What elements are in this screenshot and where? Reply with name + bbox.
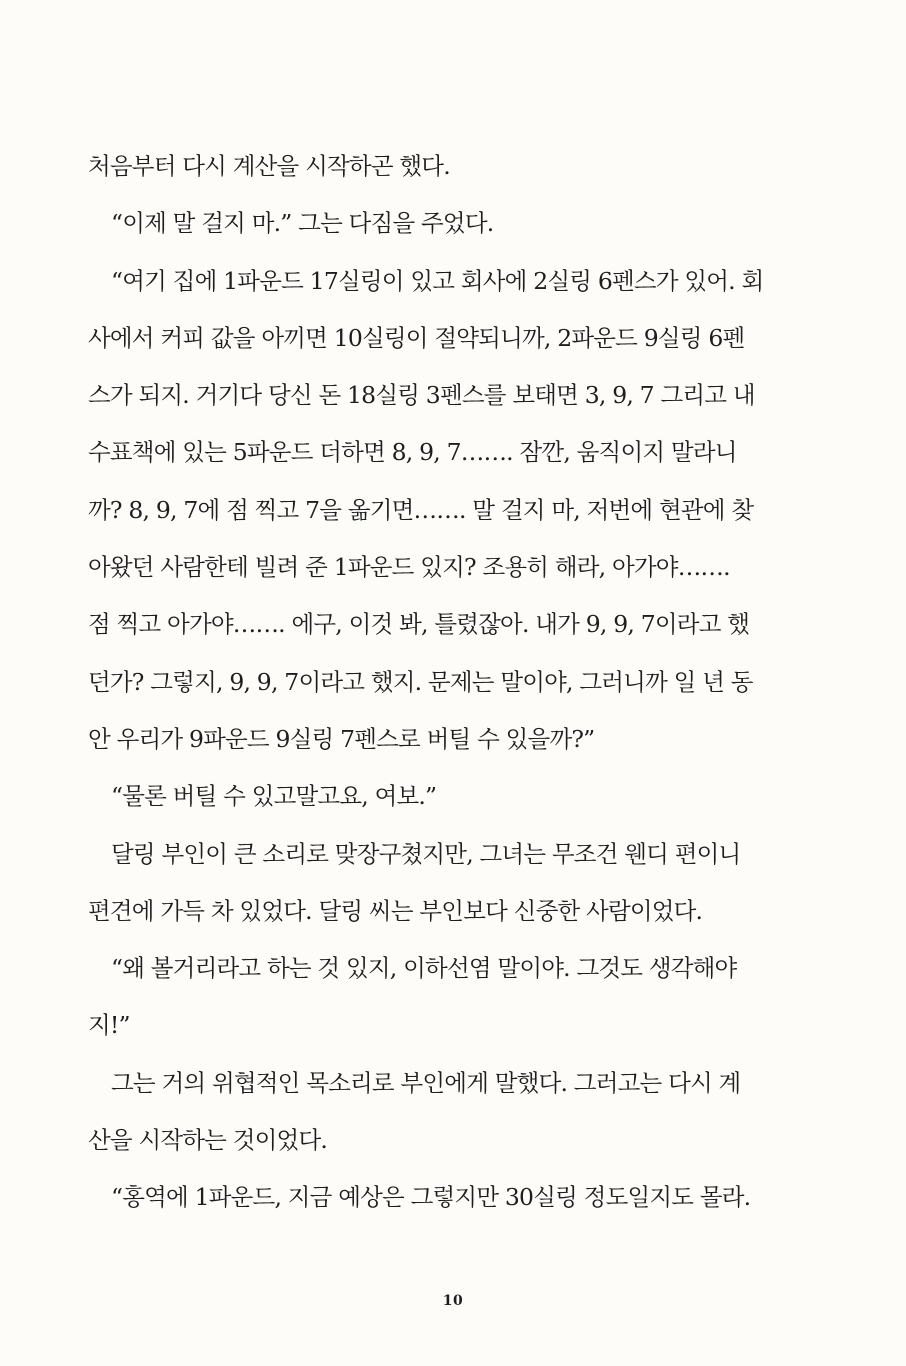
text-line-13: 달링 부인이 큰 소리로 맞장구쳤지만, 그녀는 무조건 웬디 편이니 xyxy=(111,839,741,868)
text-line-1: 처음부터 다시 계산을 시작하곤 했다. xyxy=(88,152,450,180)
text-line-18: 산을 시작하는 것이었다. xyxy=(88,1126,328,1155)
text-line-12: “물론 버틸 수 있고말고요, 여보.” xyxy=(111,782,437,811)
text-line-9: 점 찍고 아가야……. 에구, 이것 봐, 틀렸잖아. 내가 9, 9, 7이라고 했 xyxy=(88,610,750,639)
text-line-8: 아왔던 사람한테 빌려 준 1파운드 있지? 조용히 해라, 아가야……. xyxy=(88,553,730,582)
body-text xyxy=(88,138,824,1227)
text-line-4: 사에서 커피 값을 아끼면 10실링이 절약되니까, 2파운드 9실링 6펜 xyxy=(88,323,745,352)
text-line-16: 지!” xyxy=(88,1011,130,1040)
text-line-5: 스가 되지. 거기다 당신 돈 18실링 3펜스를 보태면 3, 9, 7 그리고 내 xyxy=(88,381,755,410)
text-line-7: 까? 8, 9, 7에 점 찍고 7을 옮기면……. 말 걸지 마, 저번에 현관에 찾 xyxy=(88,495,754,524)
text-line-10: 던가? 그렇지, 9, 9, 7이라고 했지. 문제는 말이야, 그러니까 일 년 동 xyxy=(88,667,753,696)
text-line-14: 편견에 가득 차 있었다. 달링 씨는 부인보다 신중한 사람이었다. xyxy=(88,896,703,925)
text-line-15: “왜 볼거리라고 하는 것 있지, 이하선염 말이야. 그것도 생각해야 xyxy=(111,954,737,983)
text-line-11: 안 우리가 9파운드 9실링 7펜스로 버틸 수 있을까?” xyxy=(88,724,595,753)
text-line-3: “여기 집에 1파운드 17실링이 있고 회사에 2실링 6펜스가 있어. 회 xyxy=(111,266,764,295)
text-line-17: 그는 거의 위협적인 목소리로 부인에게 말했다. 그러고는 다시 계 xyxy=(111,1068,741,1097)
text-line-19: “홍역에 1파운드, 지금 예상은 그렇지만 30실링 정도일지도 몰라. xyxy=(111,1183,751,1212)
text-line-2: “이제 말 걸지 마.” 그는 다짐을 주었다. xyxy=(111,209,494,238)
text-line-6: 수표책에 있는 5파운드 더하면 8, 9, 7……. 잠깐, 움직이지 말라니 xyxy=(88,438,737,467)
page-number: 10 xyxy=(442,1293,464,1309)
